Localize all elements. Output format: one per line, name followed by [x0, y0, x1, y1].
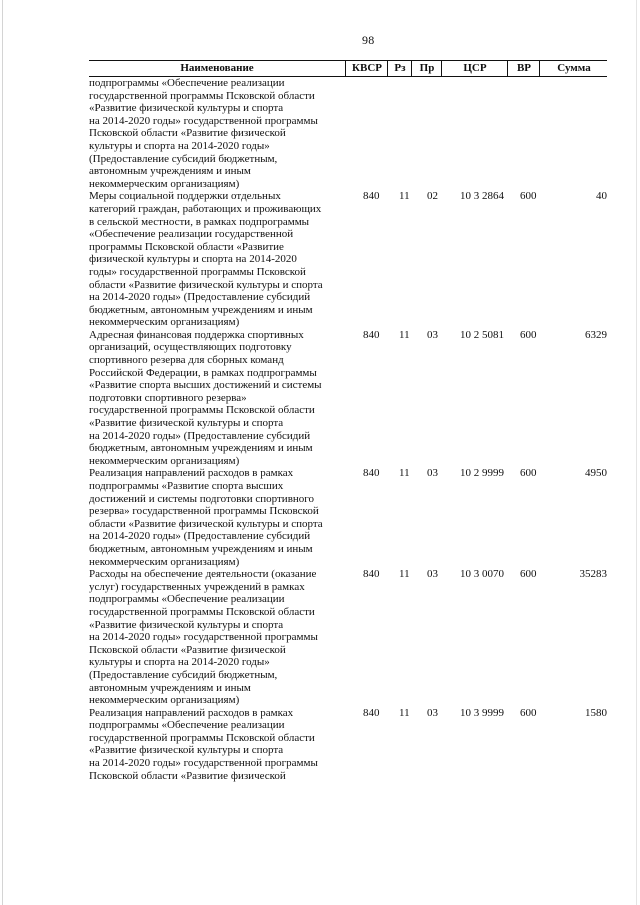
row-rz: 11: [399, 328, 410, 341]
row-vr: 600: [520, 568, 537, 581]
row-pr: 03: [427, 706, 438, 719]
row-kvsr: 840: [363, 328, 380, 341]
row-sum: 4950: [585, 467, 607, 480]
table-row: [89, 568, 607, 707]
header-pr: Пр: [411, 61, 442, 76]
row-sum: 1580: [585, 706, 607, 719]
row-kvsr: 840: [363, 190, 380, 203]
header-rz: Рз: [387, 61, 412, 76]
row-sum: 6329: [585, 328, 607, 341]
table-row: [89, 329, 607, 468]
row-vr: 600: [520, 706, 537, 719]
row-name: Адресная финансовая поддержка спортивных организаций, осуществляющих подготовку спортивного резерва для сборных команд Российской Федерации, в рамках подпрограммы «Развитие спорта высших достижений и системы подготовки спортивного резерва» государственной программы Псковской области «Развитие физической культуры и спорта на 2014-2020 годы» (Предоставление субсидий бюджетным, автономным учреждениям и иным некоммерческим организациям): [89, 328, 322, 467]
table-row: [89, 467, 607, 568]
row-vr: 600: [520, 190, 537, 203]
scan-edge-right: [636, 0, 637, 905]
row-sum: 40: [596, 190, 607, 203]
row-csr: 10 2 5081: [460, 328, 504, 341]
row-name: Реализация направлений расходов в рамках подпрограммы «Развитие спорта высших достижений и системы подготовки спортивного резерва» государственной программы Псковской области «Развитие физической культуры и спорта на 2014-2020 годы» (Предоставление субсидий бюджетным, автономным учреждениям и иным некоммерческим организациям): [89, 467, 323, 568]
row-vr: 600: [520, 328, 537, 341]
row-name: подпрограммы «Обеспечение реализации государственной программы Псковской области «Развитие физической культуры и спорта на 2014-2020 годы» государственной программы Псковской области «Развитие физической культуры и спорта на 2014-2020 годы» (Предоставление субсидий бюджетным, автономным учреждениям и иным некоммерческим организациям): [89, 77, 318, 190]
table-row: [89, 707, 607, 783]
scan-edge-left: [2, 0, 3, 905]
table-row: [89, 190, 607, 329]
row-rz: 11: [399, 190, 410, 203]
header-csr: ЦСР: [441, 61, 508, 76]
row-pr: 03: [427, 467, 438, 480]
row-csr: 10 3 0070: [460, 568, 504, 581]
row-csr: 10 3 9999: [460, 706, 504, 719]
header-name: Наименование: [180, 62, 254, 74]
table-row: [89, 77, 607, 190]
row-rz: 11: [399, 706, 410, 719]
row-name: Меры социальной поддержки отдельных категорий граждан, работающих и проживающих в сельской местности, в рамках подпрограммы «Обеспечение реализации государственной программы Псковской области «Развитие физической культуры и спорта на 2014-2020 годы» государственной программы Псковской области «Развитие физической культуры и спорта на 2014-2020 годы» (Предоставление субсидий бюджетным, автономным учреждениям и иным некоммерческим организациям): [89, 190, 323, 329]
row-rz: 11: [399, 568, 410, 581]
table-body: [89, 77, 607, 782]
row-sum: 35283: [579, 568, 607, 581]
row-pr: 03: [427, 328, 438, 341]
page-number: 98: [362, 33, 375, 47]
row-csr: 10 3 2864: [460, 190, 504, 203]
header-kvsr: КВСР: [345, 61, 388, 76]
row-pr: 02: [427, 190, 438, 203]
row-csr: 10 2 9999: [460, 467, 504, 480]
row-kvsr: 840: [363, 706, 380, 719]
header-sum: Сумма: [539, 61, 608, 76]
row-name: Реализация направлений расходов в рамках подпрограммы «Обеспечение реализации государственной программы Псковской области «Развитие физической культуры и спорта на 2014-2020 годы» государственной программы Псковской области «Развитие физической: [89, 706, 318, 782]
table-header: [89, 60, 607, 77]
row-rz: 11: [399, 467, 410, 480]
row-vr: 600: [520, 467, 537, 480]
row-pr: 03: [427, 568, 438, 581]
row-kvsr: 840: [363, 467, 380, 480]
header-vr: ВР: [507, 61, 540, 76]
row-kvsr: 840: [363, 568, 380, 581]
row-name: Расходы на обеспечение деятельности (оказание услуг) государственных учреждений в рамках подпрограммы «Обеспечение реализации государственной программы Псковской области «Развитие физической культуры и спорта на 2014-2020 годы» государственной программы Псковской области «Развитие физической культуры и спорта на 2014-2020 годы» (Предоставление субсидий бюджетным, автономным учреждениям и иным некоммерческим организациям): [89, 568, 318, 707]
